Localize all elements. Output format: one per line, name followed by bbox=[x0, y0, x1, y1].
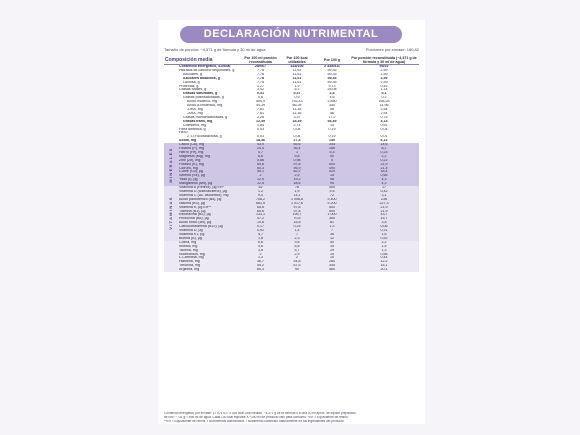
nutrient-value: 400 bbox=[315, 186, 349, 190]
nutrient-value: 460 bbox=[315, 268, 349, 272]
nutrient-value: 43,9 bbox=[242, 143, 279, 147]
nutrient-value: 20,1 bbox=[349, 268, 419, 272]
nutrient-value: 94,49 bbox=[327, 119, 337, 123]
minerals-side-label bbox=[164, 143, 178, 186]
nutrient-name: Cobre (Cu), µg bbox=[178, 170, 242, 174]
nutrient-value: 97,8 bbox=[279, 210, 315, 214]
nutrient-name: Fibra dietética, g bbox=[179, 127, 206, 131]
nutrient-name: Yodo (I), µg bbox=[178, 178, 242, 182]
nutrient-value: 0,75 bbox=[380, 115, 388, 119]
nutrient-value: 1 bbox=[279, 151, 315, 155]
nutrient-value: 4,6 bbox=[329, 96, 335, 100]
nutrient-value: 345 bbox=[315, 264, 349, 268]
nutrient-value: 1,5 bbox=[349, 245, 419, 249]
nutrient-value: 1,27 bbox=[257, 84, 265, 88]
nutrient-value: 3,1 bbox=[349, 194, 419, 198]
nutrient-value: 5 400 bbox=[315, 198, 349, 202]
nutrient-value: 0,03 bbox=[257, 127, 265, 131]
nutrient-value: 5,3 bbox=[315, 151, 349, 155]
nutrient-value: 0,44 bbox=[349, 256, 419, 260]
nutrient-name: Fósforo (P), mg bbox=[178, 147, 242, 151]
nutrient-value: 0,01 bbox=[380, 135, 388, 139]
nutrient-row bbox=[164, 268, 419, 272]
nutrient-value: 15 bbox=[315, 174, 349, 178]
nutrient-value: 3,5 bbox=[349, 221, 419, 225]
nutrient-value: 14,96 bbox=[379, 104, 389, 108]
nutrient-value: 1,3 bbox=[242, 256, 279, 260]
nutrient-value: 131,1 bbox=[242, 213, 279, 217]
nutrient-value: 340 bbox=[329, 104, 336, 108]
nutrient-value: 65,6 bbox=[242, 163, 279, 167]
nutrient-value: 21,9 bbox=[349, 206, 419, 210]
nutrient-value: 11,61 bbox=[292, 72, 302, 76]
nutrient-value: 36,7 bbox=[242, 260, 279, 264]
nutrient-value: 500 bbox=[315, 163, 349, 167]
nutrient-name: Taurina, mg bbox=[178, 249, 242, 253]
nutrient-value: 2 bbox=[279, 256, 315, 260]
nutrient-value: 0,17 bbox=[242, 225, 279, 229]
nutrient-name: Grasas monoinsaturadas, g bbox=[183, 115, 228, 119]
nutrient-name: Contenido Energético, kJ/kcal bbox=[179, 64, 231, 68]
nutrient-name: Lactosa, g bbox=[183, 80, 200, 84]
nutrient-name: Manganeso (Mn), µg bbox=[178, 182, 242, 186]
nutrient-value: 52 bbox=[242, 186, 279, 190]
nutrient-name: Treonina, mg bbox=[178, 264, 242, 268]
nutrient-value: 3,37 bbox=[293, 115, 301, 119]
nutrient-value: 12,9 bbox=[242, 178, 279, 182]
nutrient-value: 2,4 bbox=[329, 92, 335, 96]
nutrient-value: 14 bbox=[330, 123, 335, 127]
nutrient-name: -DHA, mg bbox=[187, 107, 203, 111]
nutrient-value: 10 bbox=[315, 256, 349, 260]
nutrient-value: 5,7 bbox=[279, 249, 315, 253]
nutrient-value: 14,1 bbox=[279, 194, 315, 198]
nutrient-value: 0,92 bbox=[242, 229, 279, 233]
vitamins-side-label bbox=[164, 186, 178, 241]
nutrient-value: 753,43 bbox=[291, 100, 303, 104]
nutrient-value: 95 bbox=[315, 182, 349, 186]
nutrient-value: 0,19 bbox=[328, 127, 336, 131]
nutrient-value: 0,9 bbox=[294, 96, 300, 100]
nutrient-value: 0,06 bbox=[349, 225, 419, 229]
nutrient-value: 58 bbox=[330, 111, 335, 115]
header-per-100kcal: Por 100 kcal utilizables bbox=[279, 56, 315, 65]
nutrient-value: 65,6 bbox=[242, 206, 279, 210]
nutrient-value: 0,98 bbox=[279, 159, 315, 163]
nutrient-name: Colesterol, mg bbox=[183, 123, 207, 127]
nutrient-value: 1 056,8 bbox=[279, 198, 315, 202]
nutrient-value: 4,6 bbox=[242, 245, 279, 249]
footnotes bbox=[164, 412, 419, 423]
nutrient-name: Cianocobalamina (B12), µg bbox=[178, 225, 242, 229]
nutrient-value: 2,54 bbox=[380, 107, 388, 111]
nutrient-value: 1,4 bbox=[279, 229, 315, 233]
nutrient-value: 5,1 bbox=[294, 88, 300, 92]
nutrient-value: 360 bbox=[315, 217, 349, 221]
nutrition-label-card bbox=[158, 20, 425, 424]
nutrient-value: 18,4 bbox=[349, 170, 419, 174]
nutrient-value: 11,35 bbox=[292, 111, 302, 115]
nutrient-value: 65,6 bbox=[279, 143, 315, 147]
nutrient-value: 4,3 bbox=[349, 178, 419, 182]
nutrient-value: 0,19 bbox=[328, 135, 336, 139]
nutrient-name: Grasas saturadas, g bbox=[183, 92, 218, 96]
nutrient-value: 12,39 bbox=[256, 119, 266, 123]
nutrient-value: 81 bbox=[315, 221, 349, 225]
nutrient-value: 6,6 bbox=[242, 155, 279, 159]
nutrient-value: 186 bbox=[315, 147, 349, 151]
nutrient-value: 9,73 bbox=[328, 84, 336, 88]
nutrient-name: Vitamina K1, µg bbox=[178, 233, 242, 237]
nutrient-value: 18,6 bbox=[279, 182, 315, 186]
nutrient-value: 24,4 bbox=[242, 147, 279, 151]
nutrient-value: 2,9 bbox=[279, 253, 315, 257]
nutrient-value: 168,28 bbox=[378, 100, 390, 104]
nutrient-name: Inositol, mg bbox=[178, 245, 242, 249]
nutrient-name: Cloruro, mg bbox=[178, 167, 242, 171]
nutrient-value: 60,3 bbox=[242, 268, 279, 272]
nutrient-value: 0,66 bbox=[349, 174, 419, 178]
nutrient-name: Azúcares añadidos, g bbox=[183, 76, 220, 80]
nutrient-value: 227,3 bbox=[349, 202, 419, 206]
nutrient-value: 67,5 bbox=[279, 264, 315, 268]
nutrient-value: 2 335/511 bbox=[324, 64, 340, 68]
nutrient-value: 44,39 bbox=[256, 104, 266, 108]
nutrient-value: 0,42 bbox=[349, 190, 419, 194]
nutrient-value: 72 bbox=[315, 194, 349, 198]
nutrient-value: 3,42 bbox=[257, 88, 265, 92]
nutrient-value: 50 bbox=[315, 241, 349, 245]
nutrient-value: 18,49 bbox=[292, 119, 302, 123]
nutrient-value: 8,1 bbox=[349, 147, 419, 151]
nutrient-name: Selenio (Se), µg bbox=[178, 174, 242, 178]
nutrient-name: Vitamina D, µg bbox=[178, 229, 242, 233]
header-per-100ml: Por 100 ml porción reconstituida bbox=[242, 56, 279, 65]
nutrient-value: 335 bbox=[315, 143, 349, 147]
nutrient-value: 7 bbox=[315, 229, 349, 233]
nutrient-name: Piridoxina (B6), µg bbox=[178, 217, 242, 221]
nutrient-value: 29 bbox=[315, 249, 349, 253]
nutrient-value: 1,14 bbox=[380, 88, 388, 92]
nutrient-value: 708,2 bbox=[242, 198, 279, 202]
nutrient-value: 21,9 bbox=[349, 210, 419, 214]
nutrient-name: Proteínas, g bbox=[179, 84, 199, 88]
nutrient-value: 17 bbox=[349, 186, 419, 190]
nutrient-value: 2,59 bbox=[380, 72, 388, 76]
nutrient-name: Ácido linoleico, mg bbox=[187, 100, 217, 104]
footnote-line: de litro: ~731 g = 898 ml de agua. Cada 100 kcal equivale a ~150 ml de producto listo para consumo. *ER = Equivalente de retinol. bbox=[164, 415, 349, 419]
nutrient-value: 0,03 bbox=[257, 135, 265, 139]
nutrient-name: Grasas trans, mg bbox=[183, 119, 213, 123]
nutrient-value: 15 bbox=[315, 253, 349, 257]
nutrient-name: Vitamina A (Retinol), µg ER* bbox=[178, 186, 242, 190]
nutrient-value: 1,2 bbox=[242, 190, 279, 194]
nutrient-value: 59,35 bbox=[327, 68, 337, 72]
nutrient-name: Tiamina (B1), µg bbox=[178, 210, 242, 214]
nutrient-name: Sodio, mg bbox=[179, 139, 197, 143]
nutrient-value: 0,66 bbox=[349, 253, 419, 257]
nutrient-value: 11,61 bbox=[292, 68, 302, 72]
nutrient-value: 58 bbox=[330, 107, 335, 111]
serving-size: Tamaño de porción: ~4,371 g de fórmula y 30 ml de agua bbox=[164, 47, 266, 52]
nutrient-value: 2,9 bbox=[279, 174, 315, 178]
nutrient-name: Colina, mg bbox=[178, 241, 242, 245]
nutrient-value: 35 bbox=[315, 245, 349, 249]
nutrient-value: 54,8 bbox=[279, 260, 315, 264]
nutrient-value: 7,61 bbox=[257, 107, 265, 111]
nutrient-value: 0,22 bbox=[349, 159, 419, 163]
nutrient-value: 95/22 bbox=[379, 64, 389, 68]
nutrient-name: Potasio (K), mg bbox=[178, 163, 242, 167]
nutrient-value: 59,35 bbox=[327, 80, 337, 84]
nutrient-value: 36 bbox=[315, 233, 349, 237]
nutrient-value: 0,23 bbox=[349, 151, 419, 155]
nutrient-value: 0,31 bbox=[257, 92, 265, 96]
servings-per-container: Porciones por envase: 180,82 bbox=[365, 47, 419, 52]
nutrient-name: Ácido α-linolénico, mg bbox=[187, 104, 223, 108]
nutrient-value: 280 bbox=[315, 260, 349, 264]
nutrient-value: 0,01 bbox=[380, 127, 388, 131]
nutrient-value: 12 bbox=[315, 237, 349, 241]
nutrient-value: 140 bbox=[329, 139, 336, 143]
nutrient-name: Vitamina C (Ac. ascórbico), mg bbox=[178, 194, 242, 198]
nutrition-title: DECLARACIÓN NUTRIMENTAL bbox=[180, 26, 402, 43]
nutrient-value: 2 bbox=[242, 253, 279, 257]
nutrient-name: 2'-O-Fucosillactosa, g bbox=[187, 135, 222, 139]
nutrient-value: 36,4 bbox=[279, 147, 315, 151]
nutrient-value: 47,2 bbox=[242, 217, 279, 221]
nutrient-value: 15,7 bbox=[349, 217, 419, 221]
nutrient-value: 11,35 bbox=[292, 107, 302, 111]
nutrient-name: HMO: bbox=[179, 131, 189, 135]
nutrient-name: Calcio (Ca), mg bbox=[178, 143, 242, 147]
nutrient-value: 55,1 bbox=[242, 170, 279, 174]
nutrient-name: Hidratos de carbono disponibles, g bbox=[179, 68, 235, 72]
nutrient-value: 43,7 bbox=[349, 213, 419, 217]
nutrient-value: 7,78 bbox=[257, 80, 265, 84]
nutrient-name: Ácido pantoténico (B5), µg bbox=[178, 198, 242, 202]
nutrient-value: 1,6 bbox=[349, 233, 419, 237]
nutrient-value: 4,13 bbox=[380, 119, 388, 123]
serving-info bbox=[164, 47, 419, 54]
nutrient-value: 2,74 bbox=[293, 123, 301, 127]
nutrition-table bbox=[164, 56, 419, 272]
nutrient-value: 17,2 bbox=[328, 115, 336, 119]
nutrient-value: 4,2 bbox=[349, 182, 419, 186]
nutrient-name: Ácido fólico (B9), µg bbox=[178, 221, 242, 225]
nutrient-value: 2,59 bbox=[380, 76, 388, 80]
footnote-line: **ER = Equivalente de retinol. • Nutrimentos adicionados. ¹ Nutrimento contenido naturalmente en los ingredientes del producto. bbox=[164, 419, 345, 423]
nutrient-value: 45,2 bbox=[242, 264, 279, 268]
nutrient-value: 95,9 bbox=[279, 167, 315, 171]
nutrient-name: Azúcares, g bbox=[183, 72, 202, 76]
side-label-text: MINERALES bbox=[168, 146, 174, 183]
nutrient-name: -ARA, mg bbox=[187, 111, 203, 115]
nutrient-name: Biotina (B), µg bbox=[178, 237, 242, 241]
nutrient-value: 1,9 bbox=[279, 190, 315, 194]
nutrient-name: Grasas totales, g bbox=[179, 88, 207, 92]
nutrient-value: 2,59 bbox=[380, 68, 388, 72]
nutrient-value: 18,36 bbox=[256, 139, 266, 143]
nutrient-value: 420 bbox=[315, 170, 349, 174]
nutrient-name: Histidina, mg bbox=[178, 260, 242, 264]
nutrient-value: 195,7 bbox=[279, 213, 315, 217]
nutrient-value: 70,5 bbox=[279, 217, 315, 221]
nutrient-value: 65,6 bbox=[242, 210, 279, 214]
nutrient-value: 82,2 bbox=[279, 170, 315, 174]
nutrient-value: 12,5 bbox=[242, 182, 279, 186]
nutrient-value: 7,61 bbox=[257, 111, 265, 115]
nutrient-value: 7,78 bbox=[257, 68, 265, 72]
nutrient-value: 2,2 bbox=[349, 241, 419, 245]
nutrient-value: 1 017,6 bbox=[279, 202, 315, 206]
nutrient-value: 78 bbox=[279, 186, 315, 190]
nutrient-value: 1,84 bbox=[257, 123, 265, 127]
nutrient-value: 6,8 bbox=[279, 245, 315, 249]
nutrient-value: 9,8 bbox=[279, 241, 315, 245]
nutrient-value: 9,4 bbox=[242, 194, 279, 198]
nutrient-value: 64,3 bbox=[242, 167, 279, 171]
nutrient-value: 2,3 bbox=[279, 237, 315, 241]
nutrient-value: 280/67 bbox=[255, 64, 267, 68]
nutrient-name: Niacina (B3), µg bbox=[178, 202, 242, 206]
nutrient-value: 98 bbox=[315, 178, 349, 182]
nutrient-value: 14,6 bbox=[349, 143, 419, 147]
nutrient-name: Arginina, mg bbox=[178, 268, 242, 272]
nutrient-value: 4,7 bbox=[242, 233, 279, 237]
nutrient-value: 6,6 bbox=[242, 241, 279, 245]
nutrient-name: Grasas poliinsaturadas, g bbox=[183, 96, 224, 100]
nutrient-value: 15,8 bbox=[279, 221, 315, 225]
nutrient-value: 0,52 bbox=[349, 237, 419, 241]
nutrient-value: 27,4 bbox=[293, 139, 301, 143]
nutrient-value: 500 bbox=[315, 206, 349, 210]
nutrient-name: Magnesio (Mg), mg bbox=[178, 155, 242, 159]
nutrient-value: 7,78 bbox=[257, 76, 265, 80]
nutrient-value: 9,8 bbox=[279, 155, 315, 159]
side-label-text: VITAMINAS bbox=[168, 196, 174, 231]
nutrient-value: 418/100 bbox=[290, 64, 304, 68]
nutrient-value: 10,6 bbox=[242, 221, 279, 225]
nutrient-value: 12,2 bbox=[349, 260, 419, 264]
nutrient-value: 0,31 bbox=[349, 229, 419, 233]
nutrient-value: 0,42 bbox=[380, 84, 388, 88]
nutrient-value: 0,04 bbox=[293, 135, 301, 139]
nutrient-value: 1,9 bbox=[294, 84, 300, 88]
side-spacer bbox=[164, 268, 178, 272]
nutrient-name: Nucleótidos, mg bbox=[178, 253, 242, 257]
nutrient-value: 15,1 bbox=[349, 264, 419, 268]
nutrient-value: 0,61 bbox=[380, 123, 388, 127]
nutrient-value: 0,25 bbox=[279, 225, 315, 229]
nutrient-value: 1,3 bbox=[315, 225, 349, 229]
nutrient-value: 11,61 bbox=[292, 80, 302, 84]
nutrient-value: 0,04 bbox=[293, 127, 301, 131]
nutrient-value: 236 bbox=[349, 198, 419, 202]
nutrient-value: 2,59 bbox=[380, 80, 388, 84]
nutrient-value: 6,12 bbox=[380, 139, 388, 143]
nutrient-value: 0,2 bbox=[381, 96, 387, 100]
nutrient-value: 19,2 bbox=[279, 178, 315, 182]
nutrient-name: Hierro (Fe), mg bbox=[178, 151, 242, 155]
nutrient-value: 0,6 bbox=[258, 96, 264, 100]
nutrient-value: 2 bbox=[242, 174, 279, 178]
nutrient-name: Zinc (Zn), mg bbox=[178, 159, 242, 163]
nutrient-value: 0,1 bbox=[381, 92, 387, 96]
nutrient-value: 50 bbox=[315, 155, 349, 159]
header-per-serving: Por porción reconstituida (~4,371 g de fórmula y 30 ml de agua) bbox=[349, 56, 419, 65]
table-header-row bbox=[164, 56, 419, 65]
nutrient-value: 59,35 bbox=[327, 76, 337, 80]
nutrient-name: Riboflavina (B2), µg bbox=[178, 213, 242, 217]
nutrient-value: 26,08 bbox=[327, 88, 337, 92]
nutrient-value: 66,26 bbox=[292, 104, 302, 108]
nutrient-value: 59,35 bbox=[327, 72, 337, 76]
nutrient-value: 11,61 bbox=[292, 76, 302, 80]
nutrient-value: 2,26 bbox=[257, 115, 265, 119]
nutrient-value: 500 bbox=[315, 210, 349, 214]
nutrient-value: 1,3 bbox=[349, 249, 419, 253]
nutrient-value: 3,8 bbox=[242, 249, 279, 253]
nutrient-value: 21,4 bbox=[349, 167, 419, 171]
nutrient-value: 2,2 bbox=[349, 155, 419, 159]
nutrient-value: 1 000 bbox=[315, 213, 349, 217]
nutrient-value: 0,47 bbox=[293, 92, 301, 96]
nutrient-name: L-Carnitina, mg bbox=[178, 256, 242, 260]
nutrient-name: Vitamina D (colecalciferol), µg bbox=[178, 190, 242, 194]
nutrient-value: 2,54 bbox=[380, 111, 388, 115]
nutrient-value: 3 850 bbox=[327, 100, 337, 104]
nutrient-value: 7 bbox=[279, 233, 315, 237]
nutrient-value: 7,78 bbox=[257, 72, 265, 76]
header-per-100g: Por 100 g bbox=[315, 56, 349, 65]
nutrient-value: 681,9 bbox=[242, 202, 279, 206]
nutrient-value: 0,7 bbox=[242, 151, 279, 155]
nutrient-value: 5 200 bbox=[315, 202, 349, 206]
nutrient-value: 97,8 bbox=[279, 163, 315, 167]
nutrient-value: 490 bbox=[315, 167, 349, 171]
nutrient-value: 9,5 bbox=[315, 190, 349, 194]
footnote-line: Contenido energético por envase: 17 021 kJ / 4 026 kcal Una medida: ~4,371 g de la fórmula o a una 30 ml aprox. de líquido preparado. bbox=[164, 412, 357, 415]
nutrient-value: 90 bbox=[279, 268, 315, 272]
nutrient-value: 504,9 bbox=[256, 100, 266, 104]
nutrient-value: 0,66 bbox=[242, 159, 279, 163]
nutrient-value: 5 bbox=[315, 159, 349, 163]
header-composition: Composición media bbox=[164, 56, 242, 65]
nutrient-value: 21,9 bbox=[349, 163, 419, 167]
nutrient-value: 1,6 bbox=[242, 237, 279, 241]
nutrient-value: 97,8 bbox=[279, 206, 315, 210]
nutrient-name: Vitamina K, µg ER** bbox=[178, 206, 242, 210]
